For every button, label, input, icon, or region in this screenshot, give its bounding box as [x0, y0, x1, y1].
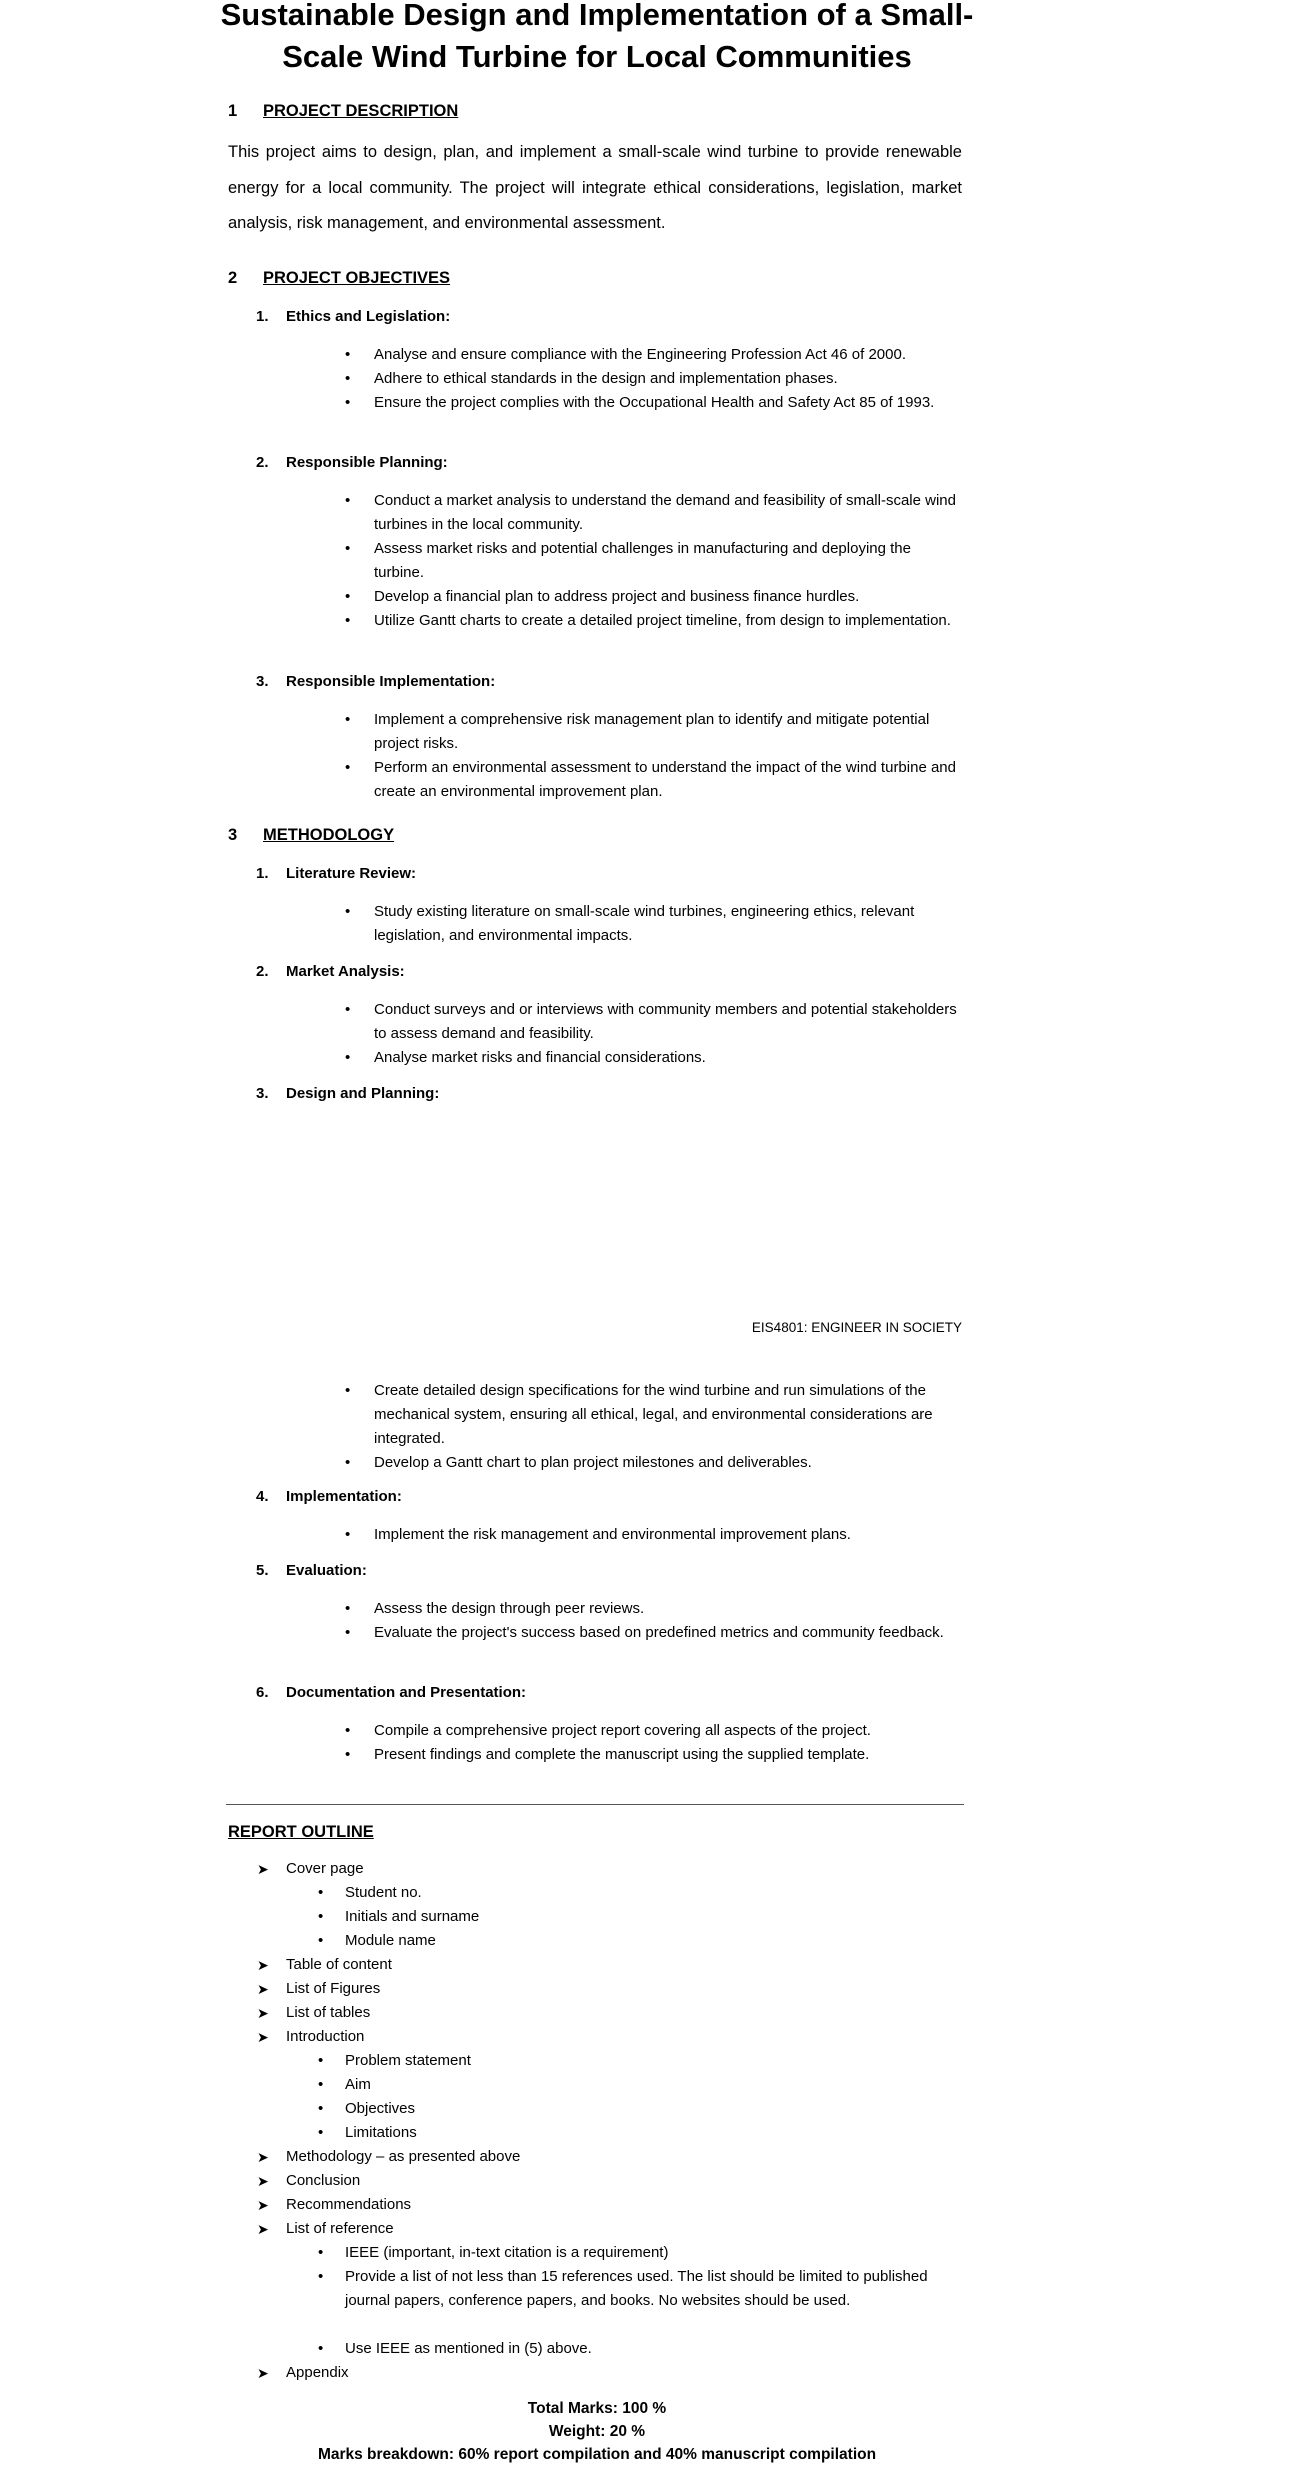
- list-item: • Perform an environmental assessment to understand the impact of the wind turbine and create an environmental improvement plan.: [374, 756, 964, 804]
- outline-item: [257, 2169, 361, 2193]
- arrowhead-icon: ➤: [257, 1981, 269, 1997]
- methodology-title: Market Analysis:: [286, 963, 405, 980]
- arrowhead-icon: ➤: [257, 1861, 269, 1877]
- arrowhead-icon: ➤: [257, 2149, 269, 2165]
- list-item: • Study existing literature on small-scale wind turbines, engineering ethics, relevant legislation, and environmental impacts.: [374, 900, 964, 948]
- outline-item-label: Recommendations: [286, 2196, 412, 2213]
- methodology-heading: [256, 962, 405, 982]
- methodology-heading: [256, 864, 416, 884]
- outline-subitem: • Initials and surname: [345, 1905, 945, 1929]
- marks-breakdown: Marks breakdown: 60% report compilation and 40% manuscript compilation: [317, 2446, 877, 2463]
- outline-item: [257, 2001, 371, 2025]
- section-number: 3: [228, 826, 238, 844]
- methodology-number: 6.: [256, 1684, 269, 1701]
- list-item: • Assess the design through peer reviews.: [374, 1597, 964, 1621]
- list-item: • Conduct a market analysis to understand the demand and feasibility of small-scale wind turbines in the local community.: [374, 489, 964, 537]
- outline-subitem: • Module name: [345, 1929, 945, 1953]
- outline-item: [257, 2145, 521, 2169]
- list-item: • Compile a comprehensive project report covering all aspects of the project.: [374, 1719, 964, 1743]
- methodology-title: Design and Planning:: [286, 1085, 440, 1102]
- outline-item-label: Cover page: [286, 1860, 364, 1877]
- objective-heading: [256, 453, 448, 473]
- list-item: • Create detailed design specifications for the wind turbine and run simulations of the mechanical system, ensuring all ethical, legal, and environmental considerations are integrated.: [374, 1379, 964, 1451]
- methodology-number: 1.: [256, 865, 269, 882]
- methodology-heading: [256, 1084, 439, 1104]
- methodology-heading: [256, 1561, 367, 1581]
- outline-item: [257, 2361, 349, 2385]
- project-description-text: This project aims to design, plan, and implement a small-scale wind turbine to provide renewable energy for a local community. The project will integrate ethical considerations, legislation, market analysis, risk management, and environmental assessment.: [228, 143, 962, 232]
- outline-subitem: • IEEE (important, in-text citation is a requirement): [345, 2241, 945, 2265]
- arrowhead-icon: ➤: [257, 1957, 269, 1973]
- list-item: • Conduct surveys and or interviews with community members and potential stakeholders to assess demand and feasibility.: [374, 998, 964, 1046]
- methodology-number: 2.: [256, 963, 269, 980]
- page-header: EIS4801: ENGINEER IN SOCIETY: [751, 1320, 962, 1335]
- arrowhead-icon: ➤: [257, 2005, 269, 2021]
- arrowhead-icon: ➤: [257, 2221, 269, 2237]
- section-heading-description: [228, 100, 458, 122]
- arrowhead-icon: ➤: [257, 2173, 269, 2189]
- arrowhead-icon: ➤: [257, 2365, 269, 2381]
- total-marks: Total Marks: 100 %: [527, 2400, 667, 2417]
- weight: Weight: 20 %: [548, 2423, 646, 2440]
- outline-item-label: List of reference: [286, 2220, 394, 2237]
- outline-item-label: Methodology – as presented above: [286, 2148, 521, 2165]
- outline-item: [257, 1857, 364, 1881]
- objective-heading: [256, 672, 495, 692]
- arrowhead-icon: ➤: [257, 2029, 269, 2045]
- list-item: • Evaluate the project's success based on predefined metrics and community feedback.: [374, 1621, 964, 1645]
- objective-number: 3.: [256, 673, 269, 690]
- outline-item-label: Table of content: [286, 1956, 392, 1973]
- methodology-title: Literature Review:: [286, 865, 417, 882]
- methodology-number: 5.: [256, 1562, 269, 1579]
- outline-item: [257, 1977, 381, 2001]
- list-item: • Present findings and complete the manuscript using the supplied template.: [374, 1743, 964, 1767]
- list-item: • Implement the risk management and environmental improvement plans.: [374, 1523, 964, 1547]
- section-label: PROJECT OBJECTIVES: [263, 269, 451, 287]
- section-divider: [226, 1804, 964, 1805]
- outline-item-label: Introduction: [286, 2028, 365, 2045]
- outline-subitem: • Aim: [345, 2073, 945, 2097]
- arrowhead-icon: ➤: [257, 2197, 269, 2213]
- list-item: • Utilize Gantt charts to create a detailed project timeline, from design to implementation.: [374, 609, 964, 633]
- outline-item-label: Appendix: [286, 2364, 349, 2381]
- methodology-heading: [256, 1683, 526, 1703]
- methodology-number: 3.: [256, 1085, 269, 1102]
- objective-title: Responsible Planning:: [286, 454, 448, 471]
- outline-subitem: • Use IEEE as mentioned in (5) above.: [345, 2337, 945, 2361]
- list-item: • Adhere to ethical standards in the design and implementation phases.: [374, 367, 964, 391]
- section-number: 2: [228, 269, 238, 287]
- methodology-title: Implementation:: [286, 1488, 402, 1505]
- outline-subitem: • Objectives: [345, 2097, 945, 2121]
- methodology-number: 4.: [256, 1488, 269, 1505]
- list-item: • Develop a Gantt chart to plan project milestones and deliverables.: [374, 1451, 964, 1475]
- outline-subitem: • Problem statement: [345, 2049, 945, 2073]
- objective-heading: [256, 307, 450, 327]
- outline-subitem: • Provide a list of not less than 15 references used. The list should be limited to published journal papers, conference papers, and books. No websites should be used.: [345, 2265, 945, 2313]
- list-item: • Ensure the project complies with the Occupational Health and Safety Act 85 of 1993.: [374, 391, 964, 415]
- outline-subitem: • Limitations: [345, 2121, 945, 2145]
- outline-item-label: Conclusion: [286, 2172, 361, 2189]
- report-outline-title: REPORT OUTLINE: [228, 1823, 374, 1841]
- outline-item-label: List of tables: [286, 2004, 371, 2021]
- section-label: PROJECT DESCRIPTION: [263, 102, 459, 120]
- methodology-title: Evaluation:: [286, 1562, 367, 1579]
- methodology-heading: [256, 1487, 402, 1507]
- list-item: • Analyse market risks and financial considerations.: [374, 1046, 964, 1070]
- document-title: Sustainable Design and Implementation of a Small-Scale Wind Turbine for Local Communities: [220, 0, 974, 74]
- outline-item: [257, 2217, 394, 2241]
- objective-title: Ethics and Legislation:: [286, 308, 451, 325]
- outline-item: [257, 2025, 365, 2049]
- list-item: • Analyse and ensure compliance with the Engineering Profession Act 46 of 2000.: [374, 343, 964, 367]
- list-item: • Implement a comprehensive risk management plan to identify and mitigate potential project risks.: [374, 708, 964, 756]
- section-number: 1: [228, 102, 238, 120]
- objective-title: Responsible Implementation:: [286, 673, 496, 690]
- section-heading-objectives: [228, 267, 450, 289]
- outline-item: [257, 2193, 412, 2217]
- objective-number: 2.: [256, 454, 269, 471]
- section-label: METHODOLOGY: [263, 826, 395, 844]
- methodology-title: Documentation and Presentation:: [286, 1684, 527, 1701]
- outline-item: [257, 1953, 392, 1977]
- outline-subitem: • Student no.: [345, 1881, 945, 1905]
- list-item: • Assess market risks and potential challenges in manufacturing and deploying the turbine.: [374, 537, 964, 585]
- objective-number: 1.: [256, 308, 269, 325]
- section-heading-methodology: [228, 824, 394, 846]
- list-item: • Develop a financial plan to address project and business finance hurdles.: [374, 585, 964, 609]
- outline-item-label: List of Figures: [286, 1980, 381, 1997]
